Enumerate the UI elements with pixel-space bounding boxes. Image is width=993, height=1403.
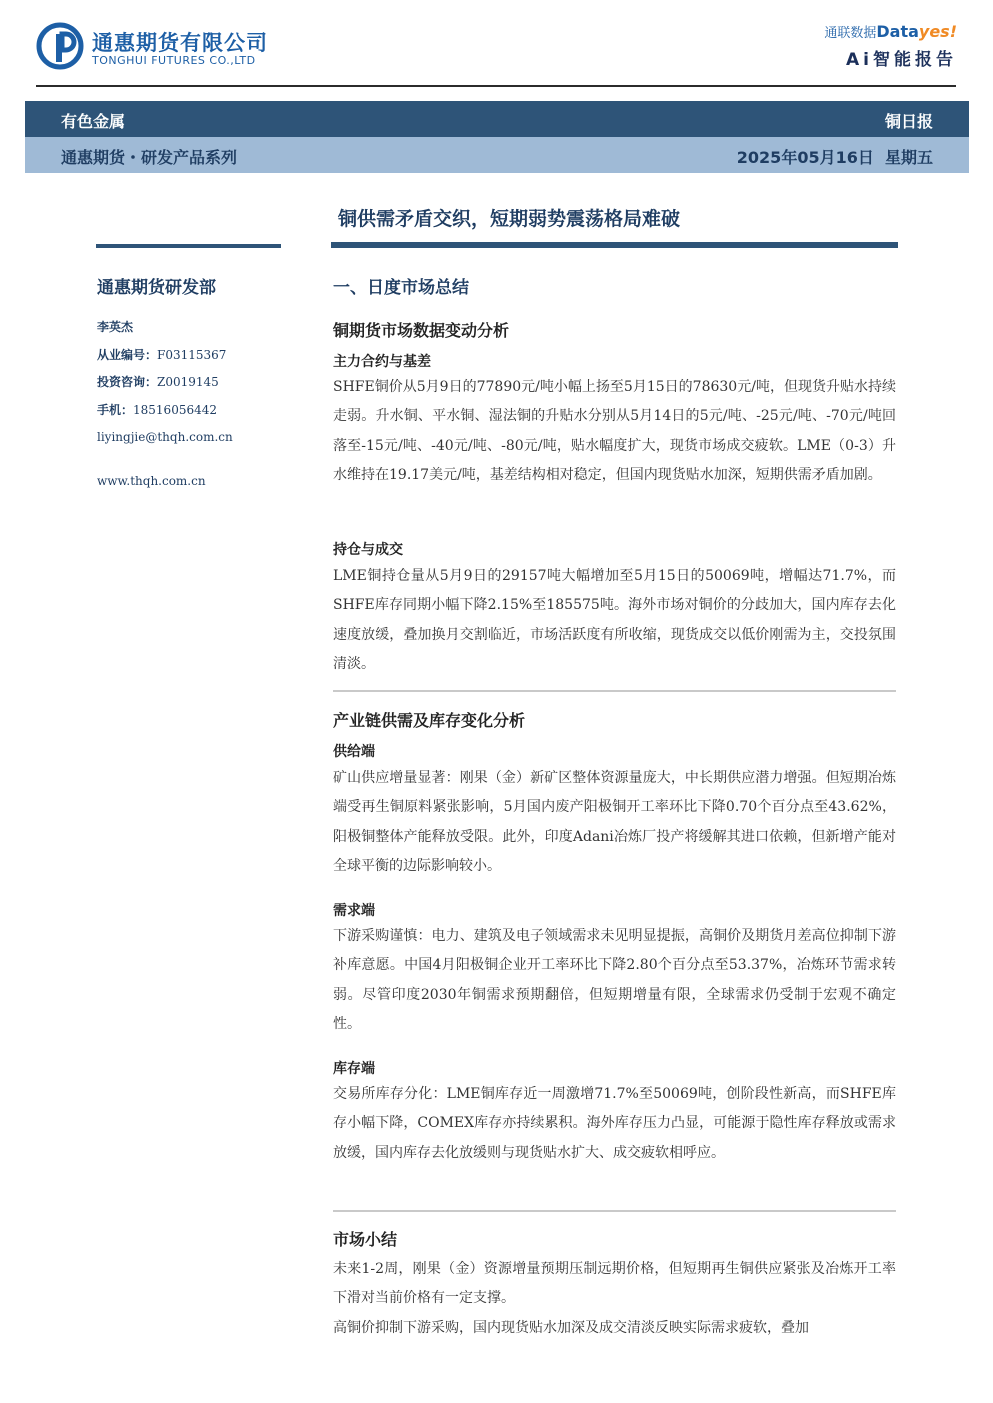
header-divider <box>36 85 956 87</box>
paragraph-supply: 矿山供应增量显著：刚果（金）新矿区整体资源量庞大，中长期供应潜力增强。但短期冶炼端受再生铜原料紧张影响，5月国内废产阳极铜开工率环比下降0.70个百分点至43.62%，阳极铜整体产能释放受限。此外，印度Adani冶炼厂投产将缓解其进口依赖，但新增产能对全球平衡的边际影响较小。 <box>333 770 896 875</box>
datayes-brand: Data <box>876 22 919 41</box>
phone-number: 手机：18516056442 <box>97 403 217 417</box>
email-link[interactable]: liyingjie@thqh.com.cn <box>97 430 233 444</box>
heading-basis: 主力合约与基差 <box>333 354 431 370</box>
company-logo-icon <box>36 22 84 70</box>
paragraph-demand: 下游采购谨慎：电力、建筑及电子领域需求未见明显提振，高铜价及期货月差高位抑制下游补库意愿。中国4月阳极铜企业开工率环比下降2.80个百分点至53.37%，冶炼环节需求转弱。尽管印度2030年铜需求预期翻倍，但短期增量有限，全球需求仍受制于宏观不确定性。 <box>333 928 896 1033</box>
ai-report-label: Ai智能报告 <box>846 50 957 70</box>
series-band <box>25 137 969 173</box>
paragraph-basis: SHFE铜价从5月9日的77890元/吨小幅上扬至5月15日的78630元/吨，但现货升贴水持续走弱。升水铜、平水铜、湿法铜的升贴水分别从5月14日的5元/吨、-25元/吨、-70元/吨回落至-15元/吨、-40元/吨、-80元/吨，贴水幅度扩大，现货市场成交疲软。LME（0-3）升水维持在19.17美元/吨，基差结构相对稳定，但国内现货贴水加深，短期供需矛盾加剧。 <box>333 379 896 484</box>
analyst-name: 李英杰 <box>97 320 134 334</box>
report-title: 铜供需矛盾交织，短期弱势震荡格局难破 <box>338 208 681 230</box>
report-date: 2025年05月16日 星期五 <box>736 148 933 167</box>
subsection-supply-chain: 产业链供需及库存变化分析 <box>333 711 526 730</box>
license-number: 从业编号：F03115367 <box>97 348 227 362</box>
category-band <box>25 101 969 137</box>
paragraph-summary-2: 高铜价抑制下游采购，国内现货贴水加深及成交清淡反映实际需求疲软，叠加 <box>333 1320 809 1336</box>
datayes-yes: yes! <box>918 22 957 41</box>
heading-supply: 供给端 <box>333 744 375 760</box>
department-name: 通惠期货研发部 <box>97 278 216 298</box>
heading-inventory: 库存端 <box>333 1061 375 1077</box>
section-divider <box>333 1210 896 1212</box>
sidebar-divider <box>96 244 281 248</box>
paragraph-position: LME铜持仓量从5月9日的29157吨大幅增加至5月15日的50069吨，增幅达71.7%，而SHFE库存同期小幅下降2.15%至185575吨。海外市场对铜价的分歧加大，国内库存去化速度放缓，叠加换月交割临近，市场活跃度有所收缩，现货成交以低价刚需为主，交投氛围清淡。 <box>333 568 896 673</box>
series-label: 通惠期货・研发产品系列 <box>61 148 238 167</box>
section-divider <box>333 690 896 692</box>
subsection-market-summary: 市场小结 <box>333 1230 398 1249</box>
datayes-prefix: 通联数据 <box>824 26 877 41</box>
heading-position: 持仓与成交 <box>333 542 403 558</box>
website-link[interactable]: www.thqh.com.cn <box>97 474 206 488</box>
paragraph-summary-1: 未来1-2周，刚果（金）资源增量预期压制远期价格，但短期再生铜供应紧张及冶炼开工率下滑对当前价格有一定支撑。 <box>333 1261 896 1307</box>
title-divider <box>331 242 898 248</box>
heading-demand: 需求端 <box>333 903 375 919</box>
report-type-label: 铜日报 <box>884 112 933 131</box>
paragraph-inventory: 交易所库存分化：LME铜库存近一周激增71.7%至50069吨，创阶段性新高，而SHFE库存小幅下降，COMEX库存亦持续累积。海外库存压力凸显，可能源于隐性库存释放或需求放缓，国内库存去化放缓则与现货贴水扩大、成交疲软相呼应。 <box>333 1086 896 1161</box>
section-heading-daily-summary: 一、日度市场总结 <box>333 278 469 298</box>
subsection-futures-data: 铜期货市场数据变动分析 <box>333 321 510 340</box>
company-name-en: TONGHUI FUTURES CO.,LTD <box>92 54 256 67</box>
datayes-logo <box>824 22 957 70</box>
company-name-cn: 通惠期货有限公司 <box>92 31 268 55</box>
category-label: 有色金属 <box>61 112 126 131</box>
consult-number: 投资咨询：Z0019145 <box>97 375 219 389</box>
